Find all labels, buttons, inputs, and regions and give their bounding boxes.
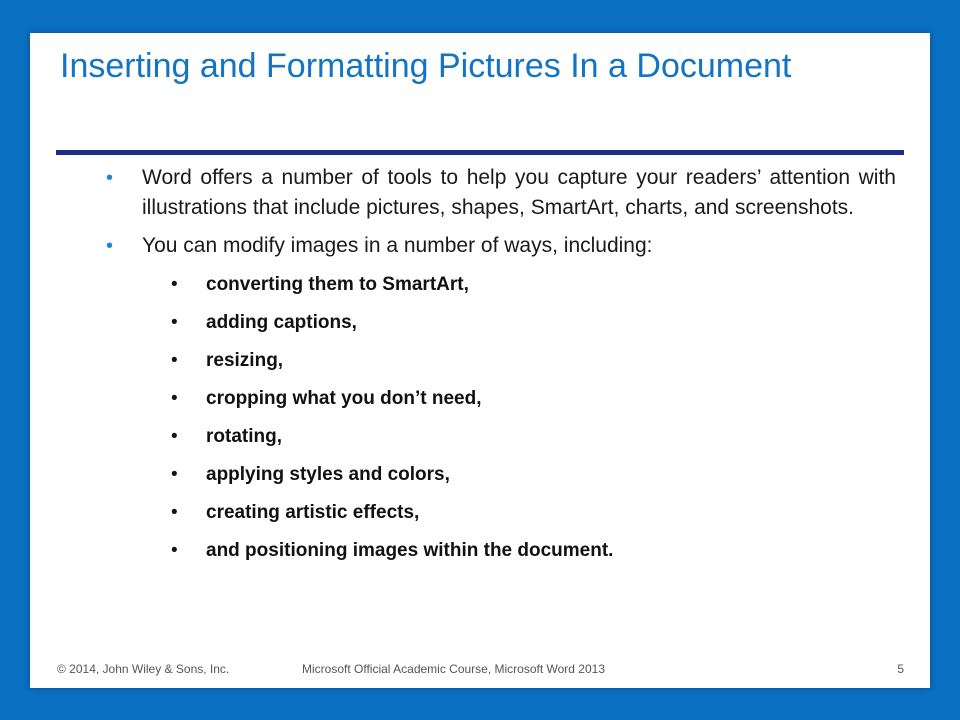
bullet-text-1: Word offers a number of tools to help you capture your readers’ attention with illustrations that include pictures, shapes, SmartArt, charts, and screenshots. [142,166,896,219]
sub-bullet-icon: • [171,350,178,371]
bullet-item-1 [106,163,896,223]
sub-bullet-icon: • [171,502,178,523]
sub-bullet-icon: • [171,312,178,333]
bullet-icon: • [106,167,114,189]
sub-bullet-text: applying styles and colors, [206,464,450,485]
sub-bullet-text: adding captions, [206,312,357,333]
bullet-icon: • [106,235,114,257]
sub-bullet-item [106,349,896,387]
sub-bullet-icon: • [171,464,178,485]
slide-body [106,163,896,577]
sub-bullet-icon: • [171,274,178,295]
sub-bullet-text: cropping what you don’t need, [206,388,482,409]
footer-course: Microsoft Official Academic Course, Microsoft Word 2013 [302,662,605,676]
sub-bullet-icon: • [171,540,178,561]
slide-canvas [30,33,930,688]
sub-bullet-text: creating artistic effects, [206,502,420,523]
sub-bullet-item [106,425,896,463]
sub-bullet-text: rotating, [206,426,282,447]
sub-bullet-item [106,387,896,425]
sub-bullet-item [106,501,896,539]
bullet-item-2 [106,231,896,261]
sub-bullet-item [106,311,896,349]
sub-bullet-text: converting them to SmartArt, [206,274,469,295]
bullet-text-2: You can modify images in a number of ways, including: [142,234,653,257]
footer-page-number: 5 [897,662,904,676]
slide-title: Inserting and Formatting Pictures In a Document [60,47,792,85]
sub-bullet-text: and positioning images within the document. [206,540,614,561]
sub-bullet-list [106,273,896,577]
title-divider [56,150,904,155]
sub-bullet-text: resizing, [206,350,284,371]
sub-bullet-icon: • [171,388,178,409]
sub-bullet-item [106,539,896,577]
sub-bullet-icon: • [171,426,178,447]
sub-bullet-item [106,463,896,501]
footer-copyright: © 2014, John Wiley & Sons, Inc. [57,662,230,676]
sub-bullet-item [106,273,896,311]
